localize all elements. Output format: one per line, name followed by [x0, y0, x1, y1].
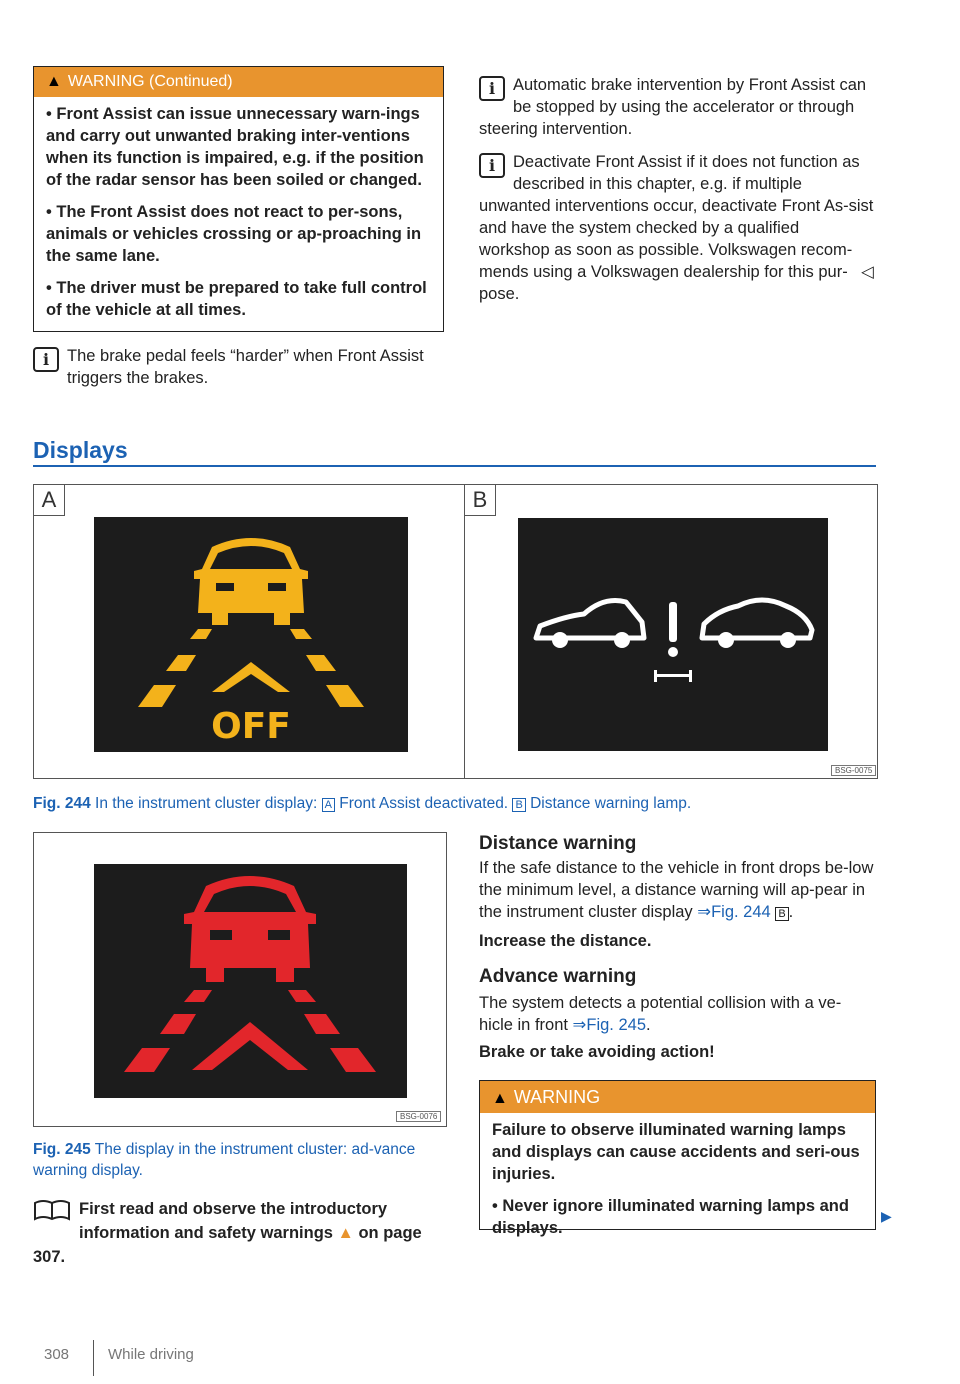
- note-automatic-brake: [479, 74, 874, 140]
- advance-warning-heading: Advance warning: [479, 966, 637, 987]
- advance-warning-text: [479, 992, 874, 1036]
- distance-warning-body: If the safe distance to the vehicle in front drops be-low the minimum level, a distance warning will ap-pear in the instrument cluster display: [479, 859, 874, 921]
- warning-continued-body: [34, 97, 443, 325]
- distance-warning-action: Increase the distance.: [479, 932, 652, 950]
- page-number: 308: [44, 1346, 70, 1363]
- distance-warning-icon: [518, 518, 828, 751]
- warning-item: • Never ignore illuminated warning lamps and displays.: [492, 1197, 849, 1237]
- book-icon: [33, 1199, 71, 1223]
- period: .: [646, 1016, 651, 1034]
- figure-244: [33, 484, 878, 779]
- intro-text-end: on page 307.: [33, 1224, 422, 1266]
- caption-text: In the instrument cluster display:: [90, 795, 322, 812]
- warning-title: WARNING: [513, 1087, 601, 1107]
- figure-244-caption: [33, 793, 876, 816]
- footer-divider: [93, 1340, 94, 1376]
- fig-244-link[interactable]: ⇒Fig. 244: [697, 903, 771, 921]
- warning-item: • Front Assist can issue unnecessary warn-ings and carry out unwanted braking inter-ventions when its function is impaired, e.g. if the position of the radar sensor has been soiled or changed.: [46, 105, 424, 189]
- warning-triangle-icon: ▲: [492, 1090, 508, 1107]
- section-title: Displays: [33, 437, 128, 463]
- intro-note: [33, 1197, 445, 1269]
- distance-warning-heading: Distance warning: [479, 833, 637, 854]
- figure-code: BSG-0075: [831, 765, 876, 776]
- caption-text: The display in the instrument cluster: ad-vance warning display.: [33, 1141, 416, 1179]
- figure-245-caption: [33, 1139, 445, 1181]
- note-brake-pedal: [33, 345, 443, 389]
- figure-244-number: Fig. 244: [33, 795, 91, 812]
- section-rule: [33, 465, 876, 467]
- advance-warning-icon: [94, 864, 407, 1098]
- advance-warning-body: The system detects a potential collision with a ve-hicle in front: [479, 994, 842, 1034]
- panel-label-b: B: [465, 485, 496, 516]
- figure-code: BSG-0076: [396, 1111, 441, 1122]
- info-icon: i: [33, 347, 59, 372]
- note-deactivate: [479, 151, 874, 305]
- caption-text: Front Assist deactivated.: [334, 795, 513, 812]
- info-icon: i: [479, 76, 505, 101]
- note-deactivate-text: Deactivate Front Assist if it does not function as described in this chapter, e.g. if multiple unwanted interventions occur, deactivate Front As-sist and have the system checked by a qualified workshop as soon as possible. Volkswagen recom-mends using a Volkswagen dealership for this pur-pose.: [479, 153, 874, 303]
- warning-triangle-icon: ▲: [337, 1224, 354, 1242]
- front-assist-off-icon: [94, 517, 408, 752]
- advance-warning-action: Brake or take avoiding action!: [479, 1043, 715, 1061]
- figure-245: [33, 832, 447, 1127]
- end-of-section-marker: ◁: [861, 263, 874, 281]
- caption-text: Distance warning lamp.: [525, 795, 692, 812]
- footer-section-title: While driving: [108, 1346, 194, 1363]
- panel-label-a: A: [34, 485, 65, 516]
- fig-245-link[interactable]: ⇒Fig. 245: [572, 1016, 646, 1034]
- warning-box: [479, 1080, 876, 1237]
- warning-lead: Failure to observe illuminated warning lamps and displays can cause accidents and seri-ous injuries.: [492, 1121, 860, 1183]
- intro-text: First read and observe the introductory information and safety warnings: [79, 1200, 388, 1242]
- note-brake-pedal-text: The brake pedal feels “harder” when Front Assist triggers the brakes.: [67, 347, 424, 387]
- warning-item: • The driver must be prepared to take full control of the vehicle at all times.: [46, 279, 427, 319]
- warning-item: • The Front Assist does not react to per-sons, animals or vehicles crossing or ap-proaching in the same lane.: [46, 203, 422, 265]
- warning-body: [480, 1113, 875, 1243]
- front-assist-off-display: [94, 517, 408, 752]
- warning-continued-header: [34, 67, 443, 97]
- advance-warning-display: [94, 864, 407, 1098]
- period: .: [788, 903, 794, 921]
- distance-warning-text: [479, 857, 874, 925]
- warning-continued-box: [33, 66, 444, 332]
- note-automatic-brake-text: Automatic brake intervention by Front Assist can be stopped by using the accelerator or through steering intervention.: [479, 76, 867, 138]
- ref-b-badge: B: [512, 798, 525, 812]
- ref-a-badge: A: [322, 798, 335, 812]
- figure-244-panel-a: [34, 485, 464, 778]
- warning-header: [480, 1081, 875, 1113]
- continue-arrow-icon: ▶: [881, 1208, 892, 1224]
- info-icon: i: [479, 153, 505, 178]
- warning-triangle-icon: ▲: [46, 73, 62, 90]
- figure-245-number: Fig. 245: [33, 1141, 91, 1158]
- ref-b-badge: B: [775, 907, 788, 921]
- figure-244-panel-b: [465, 485, 877, 778]
- distance-warning-display: [518, 518, 828, 751]
- warning-continued-title: WARNING (Continued): [67, 73, 233, 90]
- off-label: OFF: [211, 706, 291, 747]
